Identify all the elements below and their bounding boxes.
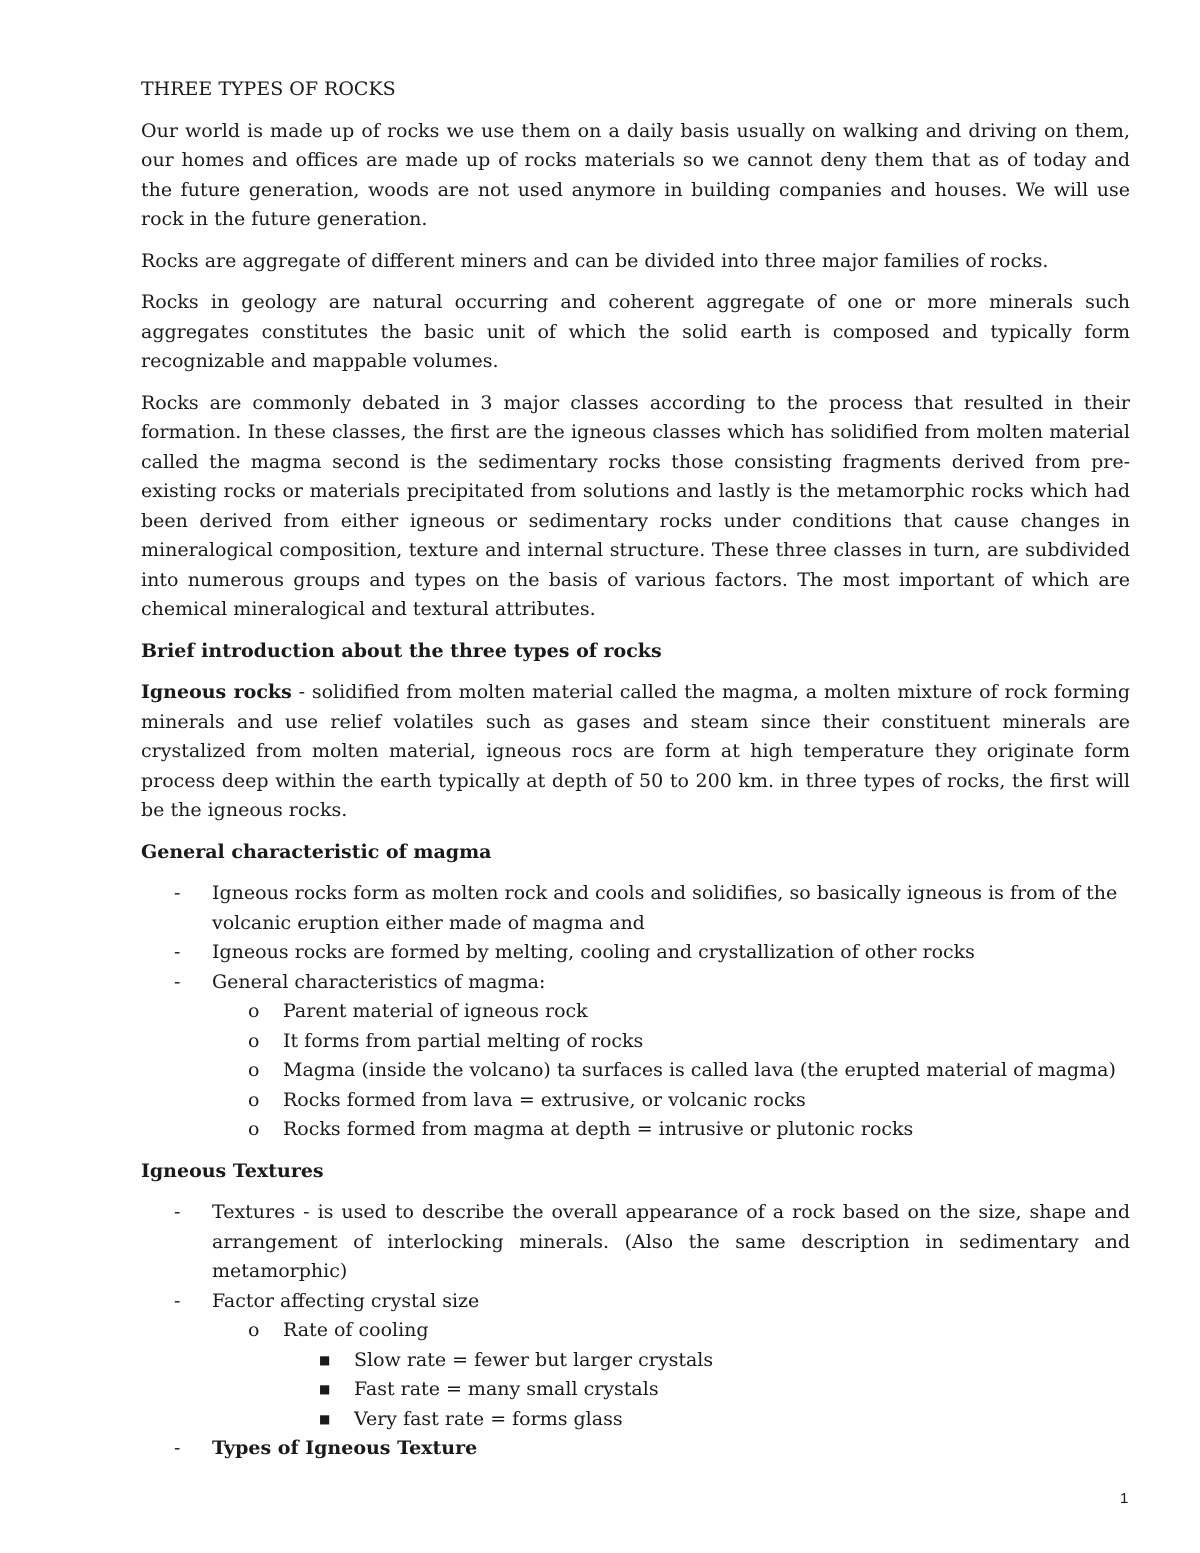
list-item <box>212 1115 1130 1145</box>
dash-bullet: - <box>174 882 181 904</box>
square-bullet: ■ <box>319 1382 331 1396</box>
list-item-text: Very fast rate = forms glass <box>354 1407 623 1430</box>
cooling-rate-list <box>283 1346 1130 1435</box>
list-item <box>141 938 1130 968</box>
list-item-text: Rate of cooling <box>283 1319 429 1341</box>
igneous-paragraph <box>141 678 1130 826</box>
dash-bullet: - <box>174 1437 181 1459</box>
dash-bullet: - <box>174 941 181 963</box>
magma-sublist <box>212 997 1130 1145</box>
list-item <box>212 1316 1130 1434</box>
list-item-text: Fast rate = many small crystals <box>354 1378 659 1400</box>
list-item-text: Rocks formed from magma at depth = intrusive or plutonic rocks <box>283 1118 914 1140</box>
list-item <box>141 1287 1130 1435</box>
list-item <box>141 1434 1130 1464</box>
list-item <box>283 1346 1130 1376</box>
list-item <box>141 879 1130 938</box>
list-item-text: It forms from partial melting of rocks <box>283 1029 644 1052</box>
circle-bullet: o <box>248 1118 260 1140</box>
list-item <box>212 1086 1130 1116</box>
textures-heading: Igneous Textures <box>141 1159 324 1182</box>
magma-list <box>141 879 1130 1145</box>
intro-paragraph-2: Rocks are aggregate of different miners and can be divided into three major families of rocks. <box>141 249 1049 272</box>
intro-paragraph-3: Rocks in geology are natural occurring and coherent aggregate of one or more minerals such aggregates constitutes the basic unit of which the solid earth is composed and typically form recognizable and mappable volumes. <box>141 291 1130 372</box>
list-item <box>212 997 1130 1027</box>
list-item-text: Factor affecting crystal size <box>212 1289 480 1312</box>
intro-paragraph-1: Our world is made up of rocks we use them on a daily basis usually on walking and driving on them, our homes and offices are made up of rocks materials so we cannot deny them that as of today and the future generation, woods are not used anymore in building companies and houses. We will use rock in the future generation. <box>141 119 1130 230</box>
square-bullet: ■ <box>319 1352 331 1367</box>
list-item-text: Igneous rocks form as molten rock and cools and solidifies, so basically igneous is from of the volcanic eruption either made of magma and <box>212 882 1118 934</box>
circle-bullet: o <box>248 1029 260 1052</box>
circle-bullet: o <box>248 1059 260 1081</box>
list-item-text: Parent material of igneous rock <box>283 1000 588 1022</box>
dash-bullet: - <box>174 1201 181 1223</box>
document-title: THREE TYPES OF ROCKS <box>141 78 396 100</box>
circle-bullet: o <box>248 1000 260 1022</box>
list-item-text: Rocks formed from lava = extrusive, or volcanic rocks <box>283 1088 806 1111</box>
list-item-text: Textures - is used to describe the overall appearance of a rock based on the size, shape and arrangement of interlocking minerals. (Also the same description in sedimentary and metamorphic) <box>212 1201 1130 1282</box>
square-bullet: ■ <box>319 1411 331 1426</box>
list-item <box>212 1027 1130 1057</box>
textures-sublist <box>212 1316 1130 1434</box>
igneous-description: - solidified from molten material called the magma, a molten mixture of rock forming minerals and use relief volatiles such as gases and steam since their constituent minerals are crystalized from molten material, igneous rocs are form at high temperature they originate form process deep within the earth typically at depth of 50 to 200 km. in three types of rocks, the first will be the igneous rocks. <box>141 681 1130 821</box>
dash-bullet: - <box>174 970 181 993</box>
list-item-text: Types of Igneous Texture <box>212 1437 478 1459</box>
circle-bullet: o <box>248 1319 260 1341</box>
list-item <box>212 1056 1130 1086</box>
circle-bullet: o <box>248 1088 260 1111</box>
document-body <box>141 75 1130 1476</box>
list-item <box>283 1405 1130 1435</box>
igneous-term: Igneous rocks <box>141 681 292 703</box>
list-item-text: Magma (inside the volcano) ta surfaces is called lava (the erupted material of magma) <box>283 1059 1116 1081</box>
intro-paragraph-4: Rocks are commonly debated in 3 major classes according to the process that resulted in their formation. In these classes, the first are the igneous classes which has solidified from molten material called the magma second is the sedimentary rocks those consisting fragments derived from pre-existing rocks or materials precipitated from solutions and lastly is the metamorphic rocks which had been derived from either igneous or sedimentary rocks under conditions that cause changes in mineralogical composition, texture and internal structure. These three classes in turn, are subdivided into numerous groups and types on the basis of various factors. The most important of which are chemical mineralogical and textural attributes. <box>141 391 1130 620</box>
textures-list <box>141 1198 1130 1464</box>
list-item-text: General characteristics of magma: <box>212 970 546 993</box>
list-item <box>283 1375 1130 1405</box>
list-item-text: Igneous rocks are formed by melting, cooling and crystallization of other rocks <box>212 941 975 963</box>
list-item <box>141 1198 1130 1287</box>
brief-intro-heading: Brief introduction about the three types of rocks <box>141 639 662 662</box>
magma-heading: General characteristic of magma <box>141 840 492 863</box>
list-item <box>141 968 1130 1145</box>
page-number: 1 <box>1120 1490 1129 1507</box>
dash-bullet: - <box>174 1289 181 1312</box>
list-item-text: Slow rate = fewer but larger crystals <box>354 1348 714 1371</box>
